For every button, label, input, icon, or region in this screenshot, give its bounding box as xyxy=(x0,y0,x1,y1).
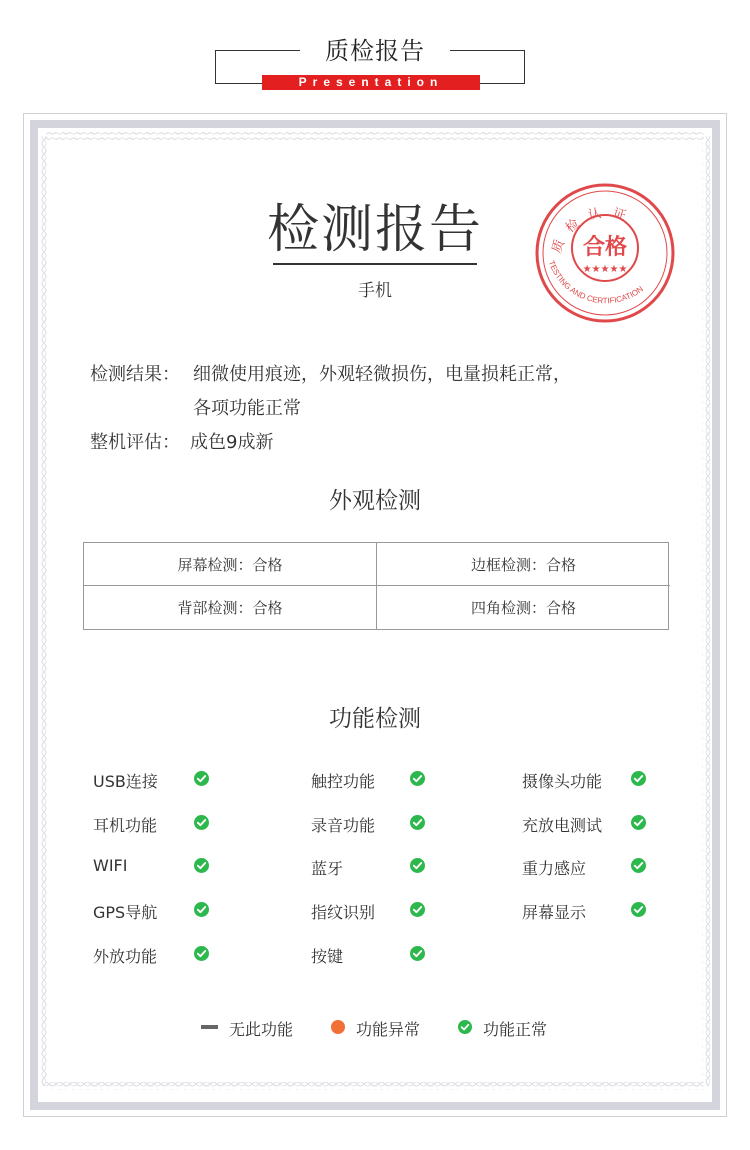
header-title: 质检报告 xyxy=(300,34,450,68)
title-underline xyxy=(273,263,477,265)
function-item-label: 触控功能 xyxy=(311,772,376,791)
appearance-cell-frame: 边框检测：合格 xyxy=(377,543,670,586)
function-item-label: GPS导航 xyxy=(93,903,158,922)
report-subtitle: 手机 xyxy=(358,281,392,301)
check-circle-icon xyxy=(410,815,425,830)
check-circle-icon xyxy=(410,771,425,786)
check-circle-icon xyxy=(631,771,646,786)
none-dash-icon xyxy=(201,1025,218,1029)
abnormal-dot-icon xyxy=(331,1020,345,1034)
stamp-center-text: 合格 xyxy=(582,235,628,260)
report-title: 检测报告 xyxy=(266,200,483,260)
check-circle-icon xyxy=(410,902,425,917)
appearance-cell-corners: 四角检测：合格 xyxy=(470,599,576,617)
result-text-line1: 细微使用痕迹，外观轻微损伤，电量损耗正常， xyxy=(193,364,571,385)
stamp-stars: ★★★★★ xyxy=(582,264,628,275)
function-item-label: 外放功能 xyxy=(93,947,158,966)
result-label: 检测结果： xyxy=(90,364,180,385)
check-circle-icon xyxy=(410,858,425,873)
appearance-table xyxy=(83,542,669,630)
function-item-label: 指纹识别 xyxy=(311,903,376,922)
check-circle-icon xyxy=(410,946,425,961)
check-circle-icon xyxy=(194,771,209,786)
function-item-label: 充放电测试 xyxy=(522,816,603,835)
stamp-bottom-text: TESTING AND CERTIFICATION xyxy=(546,259,645,306)
function-item-label: 蓝牙 xyxy=(311,859,344,878)
function-item-label: 摄像头功能 xyxy=(522,772,603,791)
function-item-label: 重力感应 xyxy=(522,859,587,878)
function-item-label: 屏幕显示 xyxy=(522,903,587,922)
check-circle-icon xyxy=(194,858,209,873)
evaluation-value: 成色9成新 xyxy=(190,432,274,453)
certification-stamp xyxy=(534,182,676,324)
function-item-label: WIFI xyxy=(93,856,128,875)
function-item-label: USB连接 xyxy=(93,772,158,791)
function-item-label: 耳机功能 xyxy=(93,816,158,835)
legend-abnormal-label: 功能异常 xyxy=(356,1020,421,1039)
function-section-title: 功能检测 xyxy=(329,706,421,732)
evaluation-label: 整机评估： xyxy=(90,432,180,453)
appearance-section-title: 外观检测 xyxy=(329,488,421,514)
legend-none-label: 无此功能 xyxy=(229,1020,294,1039)
check-circle-icon xyxy=(631,902,646,917)
check-circle-icon xyxy=(631,815,646,830)
check-circle-icon xyxy=(194,815,209,830)
function-item-label: 按键 xyxy=(311,947,344,966)
appearance-cell-screen: 屏幕检测：合格 xyxy=(84,543,377,586)
check-circle-icon xyxy=(194,902,209,917)
header-subtitle: Presentation xyxy=(262,75,480,90)
function-item-label: 录音功能 xyxy=(311,816,376,835)
legend-normal-label: 功能正常 xyxy=(483,1020,548,1039)
result-text-line2: 各项功能正常 xyxy=(193,398,301,419)
check-circle-icon xyxy=(194,946,209,961)
normal-check-icon xyxy=(458,1020,472,1034)
appearance-cell-back: 背部检测：合格 xyxy=(84,586,377,629)
check-circle-icon xyxy=(631,858,646,873)
stamp-top-text: 质 检 认 证 xyxy=(549,205,631,256)
